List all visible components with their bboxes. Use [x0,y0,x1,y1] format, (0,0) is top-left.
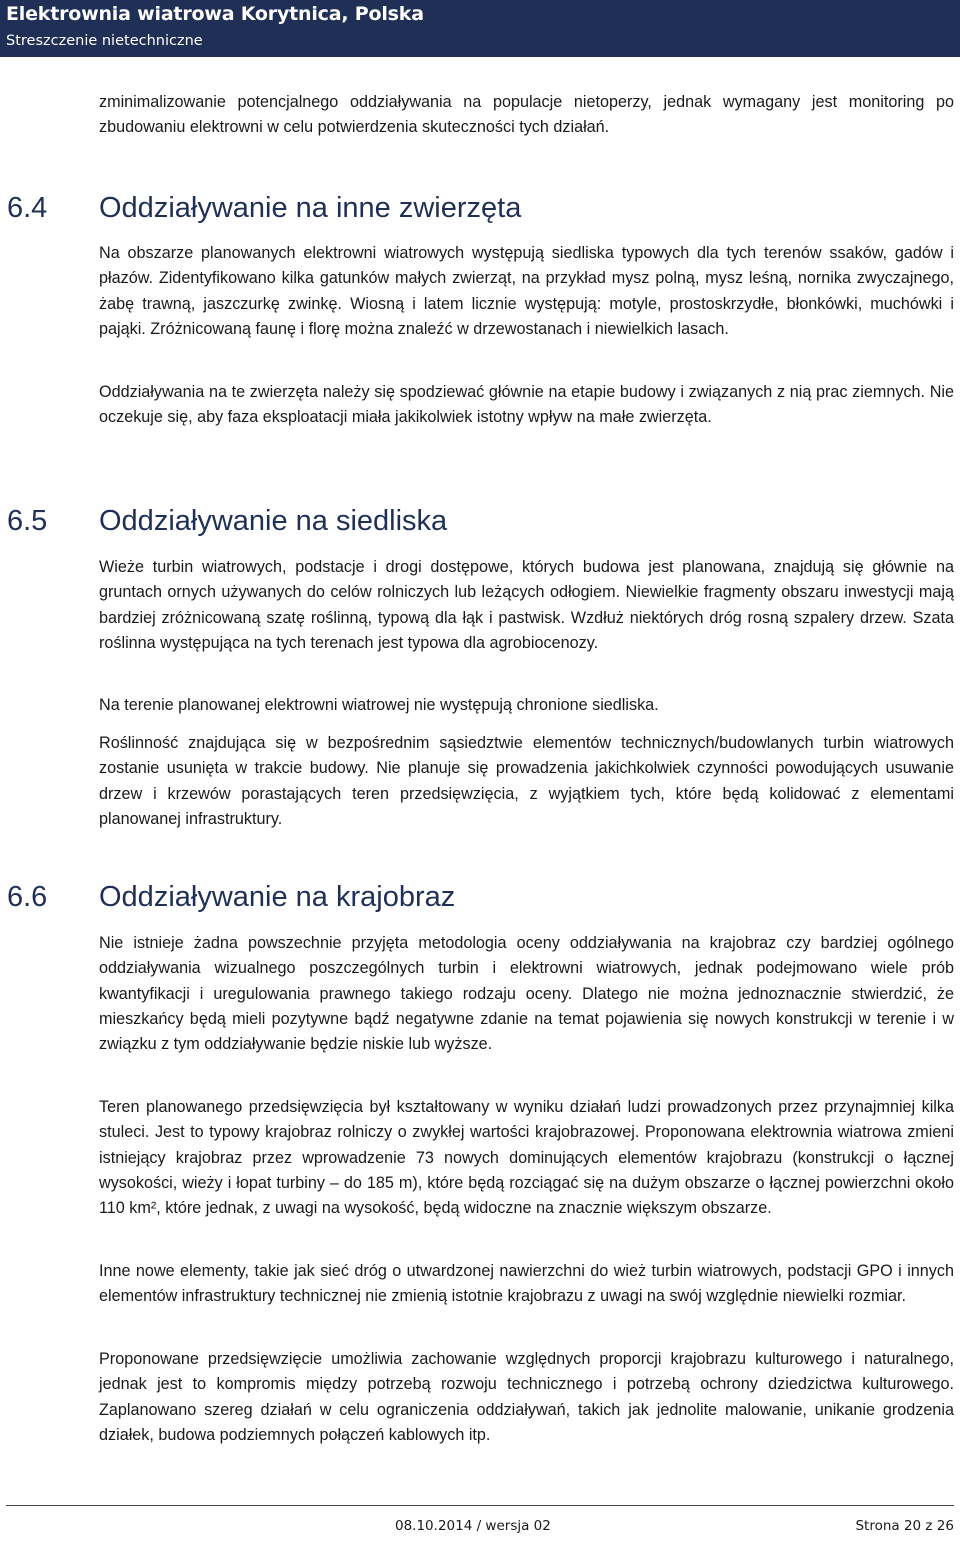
section-6-4-title: Oddziaływanie na inne zwierzęta [99,192,522,224]
document-subtitle: Streszczenie nietechniczne [6,33,203,49]
section-6-5-number: 6.5 [7,505,48,537]
section-6-5-paragraph-1: Wieże turbin wiatrowych, podstacje i drogi dostępowe, których budowa jest planowana, znajdują się głównie na gruntach ornych używanych do celów rolniczych lub leżących odłogiem. Niewielkie fragmenty obszaru inwestycji mają bardziej zróżnicowaną szatę roślinną, typową dla łąk i pastwisk. Wzdłuż niektórych dróg rosną szpalery drzew. Szata roślinna występująca na tych terenach jest typowa dla agrobiocenozy. [99,558,954,652]
section-6-6-number: 6.6 [7,881,48,913]
section-6-5-paragraph-2: Na terenie planowanej elektrowni wiatrowej nie występują chronione siedliska. [99,696,659,714]
footer-date-version: 08.10.2014 / wersja 02 [395,1518,551,1534]
section-6-4-number: 6.4 [7,192,48,224]
section-6-4-paragraph-2: Oddziaływania na te zwierzęta należy się spodziewać głównie na etapie budowy i związanych z nią prac ziemnych. Nie oczekuje się, aby faza eksploatacji miała jakikolwiek istotny wpływ na małe zwierzęta. [99,383,954,427]
section-6-4-paragraph-1: Na obszarze planowanych elektrowni wiatrowych występują siedliska typowych dla tych terenów ssaków, gadów i płazów. Zidentyfikowano kilka gatunków małych zwierząt, na przykład mysz polną, mysz leśną, nornika zwyczajnego, żabę trawną, jaszczurkę zwinkę. Wiosną i latem licznie występują: motyle, prostoskrzydłe, błonkówki, muchówki i pająki. Zróżnicowaną faunę i florę można znaleźć w drzewostanach i niewielkich lasach. [99,244,954,338]
footer-page-number: Strona 20 z 26 [855,1518,954,1534]
document-header [0,0,960,57]
footer-divider [6,1505,954,1506]
document-title: Elektrownia wiatrowa Korytnica, Polska [6,3,424,25]
section-6-6-paragraph-1: Nie istnieje żadna powszechnie przyjęta metodologia oceny oddziaływania na krajobraz czy bardziej ogólnego oddziaływania wizualnego poszczególnych turbin i elektrowni wiatrowych, jednak podejmowano wiele prób kwantyfikacji i uregulowania prawnego takiego rodzaju oceny. Dlatego nie można jednoznacznie stwierdzić, że mieszkańcy będą mieli pozytywne bądź negatywne zdanie na temat pojawienia się nowych konstrukcji w terenie i w związku z tym oddziaływanie będzie niskie lub wyższe. [99,934,954,1054]
section-6-5-title: Oddziaływanie na siedliska [99,505,448,537]
section-6-5-paragraph-3: Roślinność znajdująca się w bezpośrednim sąsiedztwie elementów technicznych/budowlanych turbin wiatrowych zostanie usunięta w trakcie budowy. Nie planuje się prowadzenia jakichkolwiek czynności powodujących usuwanie drzew i krzewów porastających teren przedsięwzięcia, z wyjątkiem tych, które będą kolidować z elementami planowanej infrastruktury. [99,734,954,828]
section-6-6-paragraph-3: Inne nowe elementy, takie jak sieć dróg o utwardzonej nawierzchni do wież turbin wiatrowych, podstacji GPO i innych elementów infrastruktury technicznej nie zmienią istotnie krajobrazu z uwagi na swój względnie niewielki rozmiar. [99,1262,954,1306]
section-6-6-paragraph-4: Proponowane przedsięwzięcie umożliwia zachowanie względnych proporcji krajobrazu kulturowego i naturalnego, jednak jest to kompromis między potrzebą rozwoju technicznego i potrzebą ochrony dziedzictwa kulturowego. Zaplanowano szereg działań w celu ograniczenia oddziaływań, takich jak jednolite malowanie, unikanie grodzenia działek, budowa podziemnych połączeń kablowych itp. [99,1350,954,1444]
section-6-6-title: Oddziaływanie na krajobraz [99,881,456,913]
section-6-6-paragraph-2: Teren planowanego przedsięwzięcia był kształtowany w wyniku działań ludzi prowadzonych przez przynajmniej kilka stuleci. Jest to typowy krajobraz rolniczy o zwykłej wartości krajobrazowej. Proponowana elektrownia wiatrowa zmieni istniejący krajobraz przez wprowadzenie 73 nowych dominujących elementów krajobrazu (konstrukcji o łącznej wysokości, wieży i łopat turbiny – do 185 m), które będą rozciągać się na dużym obszarze o łącznej powierzchni około 110 km², które jednak, z uwagi na wysokość, będą widoczne na znacznie większym obszarze. [99,1098,954,1218]
intro-paragraph: zminimalizowanie potencjalnego oddziaływania na populacje nietoperzy, jednak wymagany jest monitoring po zbudowaniu elektrowni w celu potwierdzenia skuteczności tych działań. [99,93,954,137]
